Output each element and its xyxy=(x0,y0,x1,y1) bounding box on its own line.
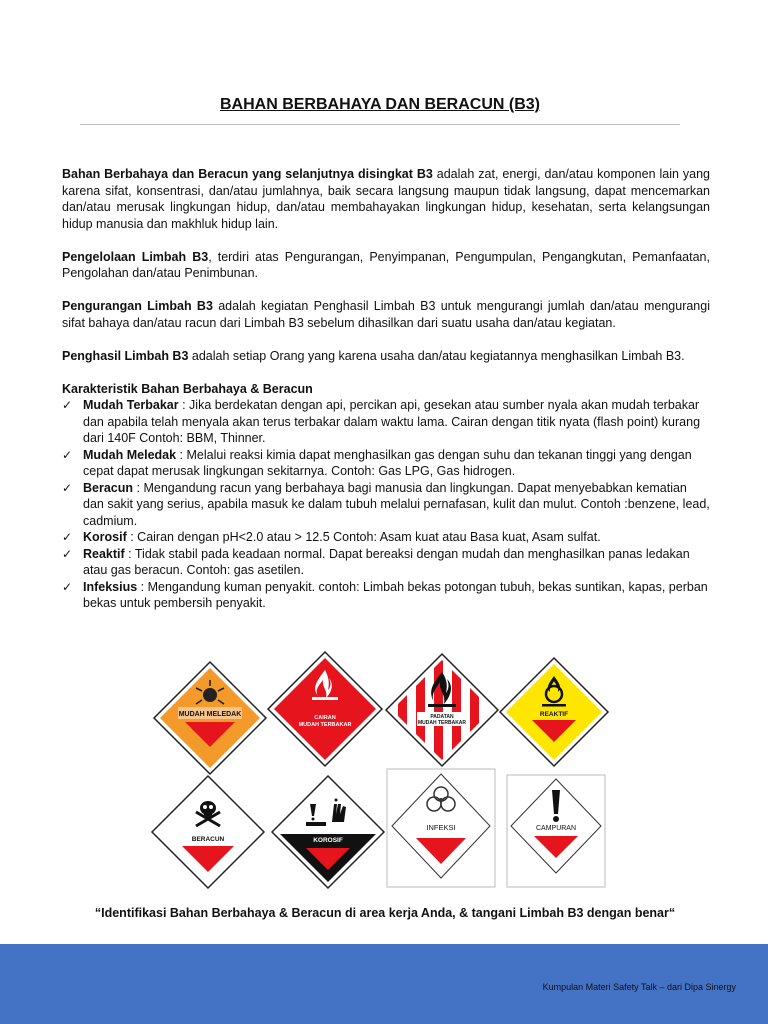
item-term: Beracun xyxy=(83,480,134,495)
sign-label: CAMPURAN xyxy=(535,825,577,832)
sign-cairan-mudah-terbakar xyxy=(266,650,384,768)
check-icon: ✓ xyxy=(62,447,73,462)
item-term: Mudah Meledak xyxy=(83,447,177,462)
paragraph-text: adalah setiap Orang yang karena usaha dan/atau kegiatannya menghasilkan Limbah B3. xyxy=(188,348,685,363)
paragraph-definisi-b3 xyxy=(62,166,710,232)
sign-korosif xyxy=(270,774,386,890)
paragraph-pengelolaan xyxy=(62,249,710,282)
sign-label: MUDAH TERBAKAR xyxy=(417,720,467,726)
sign-label: INFEKSI xyxy=(426,823,456,832)
paragraph-text: adalah zat, energi, dan/atau komponen lain yang karena sifat, konsentrasi, dan/atau jumlahnya, baik secara langsung maupun tidak langsung, dapat mencemarkan dan/atau merusak lingkungan hidup, dan/atau membahayakan lingkungan hidup, kesehatan, serta kelangsungan hidup manusia dan makhluk hidup lain. xyxy=(62,167,710,231)
sign-campuran xyxy=(506,774,606,888)
paragraph-penghasil xyxy=(62,348,710,365)
sign-label: MUDAH TERBAKAR xyxy=(298,722,352,728)
hazard-symbols xyxy=(0,650,768,890)
closing-quote: “Identifikasi Bahan Berbahaya & Beracun di area kerja Anda, & tangani Limbah B3 dengan benar“ xyxy=(94,906,676,920)
list-item xyxy=(62,579,710,612)
list-item xyxy=(62,480,710,530)
sign-beracun xyxy=(150,774,266,890)
item-text: : Mengandung kuman penyakit. contoh: Limbah bekas potongan tubuh, bekas suntikan, kapas, perban bekas untuk pembersih penyakit. xyxy=(83,579,708,610)
list-item xyxy=(62,529,710,546)
item-text: : Mengandung racun yang berbahaya bagi manusia dan lingkungan. Dapat menyebabkan kematian dan sakit yang serius, apabila masuk ke dalam tubuh melalui pernafasan, kulit dan mulut. Contoh :benzene, lead, cadmium. xyxy=(83,480,710,528)
check-icon: ✓ xyxy=(62,530,73,544)
item-text: : Cairan dengan pH<2.0 atau > 12.5 Contoh: Asam kuat atau Basa kuat, Asam sulfat. xyxy=(126,530,601,544)
paragraph-term: Pengurangan Limbah B3 xyxy=(62,299,213,313)
paragraph-term: Bahan Berbahaya dan Beracun yang selanjutnya disingkat B3 xyxy=(62,167,433,181)
document-body xyxy=(62,166,710,612)
list-item xyxy=(62,546,710,579)
list-item xyxy=(62,397,710,447)
check-icon: ✓ xyxy=(62,398,73,412)
item-term: Reaktif xyxy=(83,546,125,561)
karakteristik-heading: Karakteristik Bahan Berbahaya & Beracun xyxy=(62,381,313,396)
paragraph-text: , terdiri atas Pengurangan, Penyimpanan, Pengumpulan, Pengangkutan, Pemanfaatan, Pengolahan dan/atau Penimbunan. xyxy=(62,249,710,280)
page-title: BAHAN BERBAHAYA DAN BERACUN (B3) xyxy=(219,96,541,113)
title-divider xyxy=(80,124,680,125)
list-item xyxy=(62,447,710,480)
sign-reaktif xyxy=(498,656,610,768)
sign-label: BERACUN xyxy=(191,836,225,843)
item-term: Mudah Terbakar xyxy=(83,398,179,412)
sign-label: MUDAH MELEDAK xyxy=(178,711,242,718)
footer-text: Kumpulan Materi Safety Talk – dari Dipa Sinergy xyxy=(542,982,736,992)
karakteristik-list xyxy=(62,397,710,612)
item-text: : Jika berdekatan dengan api, percikan api, gesekan atau sumber nyala akan mudah terbakar dan apabila telah menyala akan terus terbakar dalam waktu lama. Cairan dengan titik nyata (flash point) kurang dari 140F Contoh: BBM, Thinner. xyxy=(83,398,701,445)
paragraph-text: adalah kegiatan Penghasil Limbah B3 untuk mengurangi jumlah dan/atau mengurangi sifat bahaya dan/atau racun dari Limbah B3 sebelum dihasilkan dari suatu usaha dan/atau kegiatan. xyxy=(62,299,710,330)
check-icon: ✓ xyxy=(62,480,73,495)
sign-label: PADATAN xyxy=(430,714,454,720)
check-icon: ✓ xyxy=(62,579,73,594)
sign-mudah-meledak xyxy=(152,660,268,776)
sign-label: REAKTIF xyxy=(539,711,569,718)
sign-padatan-mudah-terbakar xyxy=(384,652,500,768)
sign-label: CAIRAN xyxy=(314,715,336,721)
paragraph-term: Pengelolaan Limbah B3 xyxy=(62,249,209,264)
item-term: Infeksius xyxy=(83,579,138,594)
check-icon: ✓ xyxy=(62,546,73,561)
sign-label: KOROSIF xyxy=(313,837,343,844)
sign-infeksi xyxy=(386,768,496,888)
paragraph-term: Penghasil Limbah B3 xyxy=(62,348,189,363)
footer-bar xyxy=(0,944,768,1024)
item-term: Korosif xyxy=(83,530,127,544)
item-text: : Melalui reaksi kimia dapat menghasilkan gas dengan suhu dan tekanan tinggi yang dengan cepat dapat merusak lingkungan sekitarnya. Contoh: Gas LPG, Gas hidrogen. xyxy=(83,447,692,478)
item-text: : Tidak stabil pada keadaan normal. Dapat bereaksi dengan mudah dan menghasilkan panas ledakan atau gas beracun. Contoh: gas asetilen. xyxy=(83,546,690,577)
paragraph-pengurangan xyxy=(62,298,710,331)
